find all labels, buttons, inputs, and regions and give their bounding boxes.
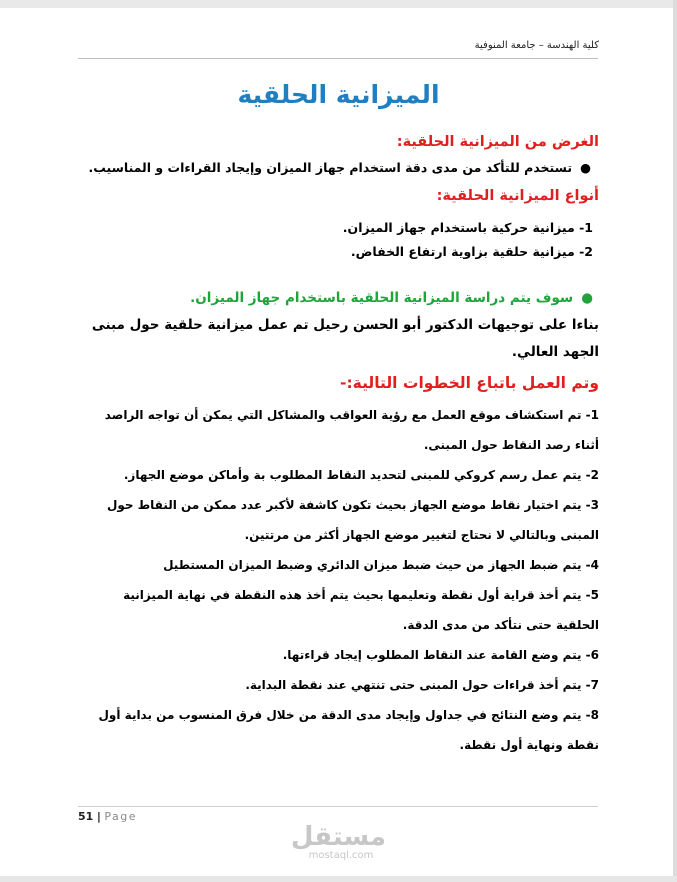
footer-divider [78,806,598,807]
types-heading: أنواع الميزانية الحلقية: [436,188,599,204]
list-item: 2- يتم عمل رسم كروكي للمبنى لتحديد النقاط المطلوب بة وأماكن موضع الجهاز. [123,468,599,482]
intro-paragraph: بناءا على توجيهات الدكتور أبو الحسن رحيل تم عمل ميزانية حلقية حول مبنى الجهد العالي. [91,317,599,360]
types-section [78,188,599,264]
purpose-bullet [78,160,599,175]
list-item: 1- ميزانية حركية باستخدام جهاز الميزان. [342,220,593,235]
types-list [78,216,599,264]
header-note: كلية الهندسة – جامعة المنوفية [474,40,599,51]
purpose-bullet-text: تستخدم للتأكد من مدى دقة استخدام جهاز الميزان وإيجاد القراءات و المناسيب. [88,160,573,175]
list-item: 2- ميزانية حلقية بزاوية ارتفاع الخفاض. [350,244,593,259]
study-note [78,290,599,306]
bullet-icon: ● [581,290,593,306]
list-item: 8- يتم وضع النتائج في جداول وإيجاد مدى الدقة من خلال فرق المنسوب من بداية أول نقطة ونهاية أول نقطة. [98,708,599,752]
list-item: 1- تم استكشاف موقع العمل مع رؤية العواقب والمشاكل التي يمكن أن تواجه الراصد أثناء رصد النقاط حول المبنى. [104,408,599,452]
page-number-value: 51 [78,810,94,823]
steps-list [78,400,599,760]
list-item: 4- يتم ضبط الجهاز من حيث ضبط ميزان الدائري وضبط الميزان المستطيل [163,558,599,572]
bullet-icon: ● [580,160,591,175]
study-note-text: سوف يتم دراسة الميزانية الحلقية باستخدام جهاز الميزان. [190,290,574,306]
watermark-latin: mostaql.com [308,850,374,861]
page-top-edge [0,0,677,8]
page-number [78,810,137,823]
list-item: 3- يتم اختيار نقاط موضع الجهاز بحيث تكون كاشفة لأكبر عدد ممكن من النقاط حول المبنى وبالتالي لا نحتاج لتغيير موضع الجهاز أكثر من مرتتين. [106,498,599,542]
list-item: 5- يتم أخذ قراية أول نقطة وتعليمها بحيث يتم أخذ هذه النقطة في نهاية الميزانية الحلقية حتى نتأكد من مدى الدقة. [123,588,599,632]
page-number-separator: | [96,810,101,823]
watermark-logo [290,822,386,861]
page-right-edge [673,0,677,882]
list-item: 7- يتم أخذ قراءات حول المبنى حتى تنتهي عند نقطة البداية. [245,678,599,692]
watermark-arabic: مستقل [290,822,386,852]
purpose-section [78,134,599,175]
header-divider [78,58,598,59]
page-title: الميزانية الحلقية [237,80,440,109]
page-label: Page [104,810,137,823]
purpose-heading: الغرض من الميزانية الحلقية: [396,134,599,150]
page-bottom-edge [0,876,677,882]
steps-heading: وتم العمل باتباع الخطوات التالية:- [340,374,599,392]
list-item: 6- يتم وضع القامة عند النقاط المطلوب إيجاد قراءتها. [282,648,599,662]
